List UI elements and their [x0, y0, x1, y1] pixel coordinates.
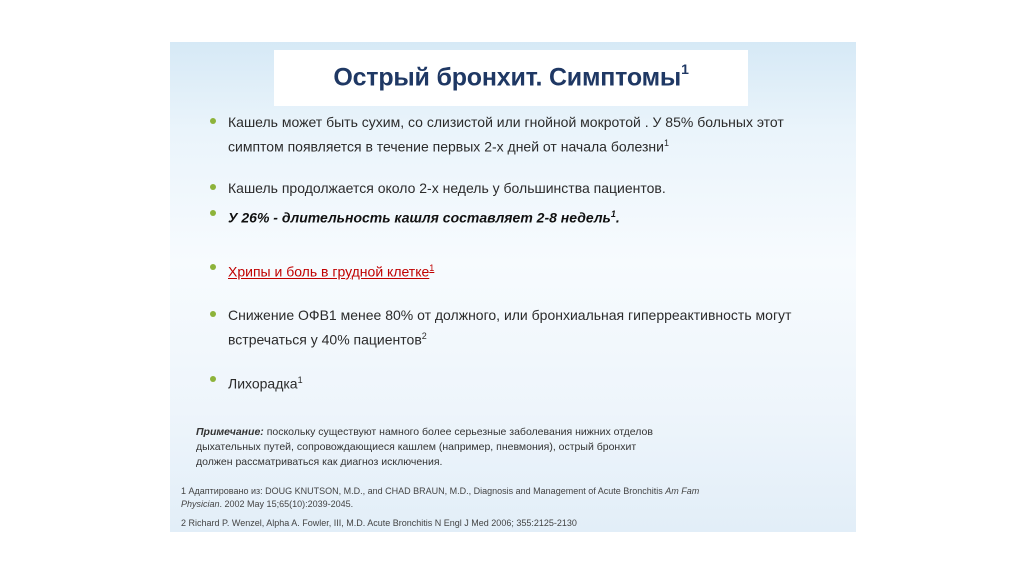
slide — [170, 42, 856, 532]
bullet-dot-icon — [210, 264, 216, 270]
bullet-fever — [210, 370, 303, 395]
bullet-text: У 26% - длительность кашля составляет 2-8 недель$^1$. — [228, 209, 620, 226]
slide-title: Острый бронхит. Симптомы$^1$ — [333, 61, 689, 92]
bullet-wheezing-chest-pain — [210, 258, 434, 283]
title-box — [274, 50, 748, 106]
bullet-cough-duration — [210, 178, 666, 199]
bullet-dot-icon — [210, 311, 216, 317]
bullet-text: Хрипы и боль в грудной клетке$^1$ — [228, 263, 435, 280]
note-text: поскольку существуют намного более серьезные заболевания нижних отделов — [263, 426, 653, 438]
bullet-dot-icon — [210, 118, 216, 124]
bullet-text-line: симптом появляется в течение первых 2-х дней от начала болезни$^1$ — [228, 138, 669, 155]
bullet-dot-icon — [210, 376, 216, 382]
bullet-dot-icon — [210, 210, 216, 216]
reference-1: 1 Адаптировано из: DOUG KNUTSON, M.D., and CHAD BRAUN, M.D., Diagnosis and Management of Acute Bronchitis Am Fam Physician. 2002 May 15;65(10):2039-2045. — [181, 486, 700, 509]
bullet-text-line: Снижение ОФВ1 менее 80% от должного, или бронхиальная гиперреактивность могут — [228, 307, 792, 323]
note-label: Примечание: — [196, 426, 264, 438]
bullet-fev1 — [210, 305, 791, 351]
bullet-text-line: встречаться у 40% пациентов$^2$ — [228, 331, 427, 348]
bullet-text: Кашель продолжается около 2-х недель у большинства пациентов. — [228, 180, 666, 196]
bullet-cough-type — [210, 112, 784, 158]
note-text: дыхательных путей, сопровождающиеся кашлем (например, пневмония), острый бронхит — [196, 441, 637, 453]
note-block — [196, 425, 836, 470]
bullet-dot-icon — [210, 184, 216, 190]
bullet-text: Лихорадка$^1$ — [228, 375, 303, 392]
bullet-cough-26-percent — [210, 204, 620, 229]
reference-2: 2 Richard P. Wenzel, Alpha A. Fowler, III, M.D. Acute Bronchitis N Engl J Med 2006; 355:2125-2130 — [181, 518, 577, 528]
bullet-text-line: Кашель может быть сухим, со слизистой или гнойной мокротой . У 85% больных этот — [228, 114, 784, 130]
note-text: должен рассматриваться как диагноз исключения. — [196, 456, 443, 468]
